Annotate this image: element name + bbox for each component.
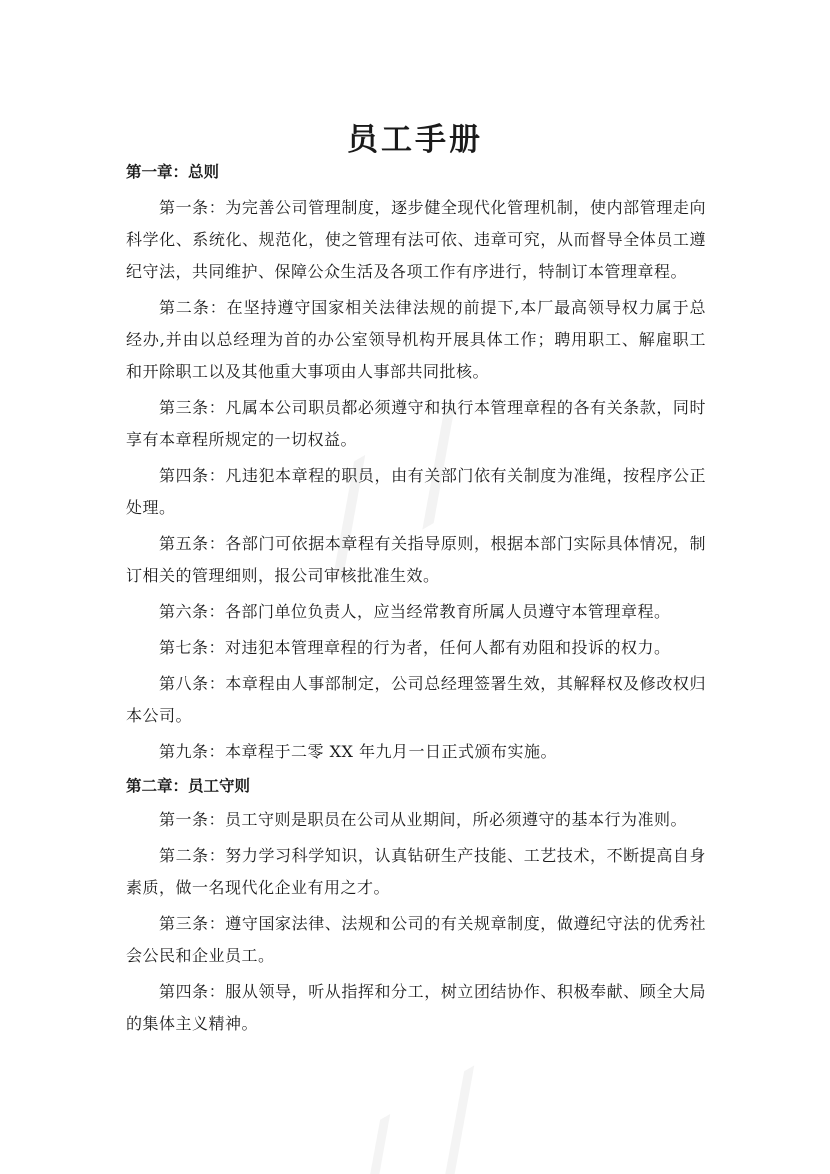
article: 第五条：各部门可依据本章程有关指导原则，根据本部门实际具体情况，制订相关的管理细则，报公司审核批准生效。 [126,534,706,585]
article: 第四条：凡违犯本章程的职员，由有关部门依有关制度为准绳，按程序公正处理。 [126,466,706,517]
chapter-1 [126,158,706,768]
article: 第四条：服从领导，听从指挥和分工，树立团结协作、积极奉献、顾全大局的集体主义精神。 [126,982,706,1033]
chapter-2 [126,772,706,1040]
document-body [126,158,706,1044]
chapter-heading: 第一章：总则 [126,163,220,181]
article: 第二条：努力学习科学知识，认真钻研生产技能、工艺技术，不断提高自身素质，做一名现代化企业有用之才。 [126,846,706,897]
chapter-heading: 第二章：员工守则 [126,777,251,795]
article: 第一条：为完善公司管理制度，逐步健全现代化管理机制，使内部管理走向科学化、系统化、规范化，使之管理有法可依、违章可究，从而督导全体员工遵纪守法，共同维护、保障公众生活及各项工作有序进行，特制订本管理章程。 [126,198,706,281]
article: 第三条：凡属本公司职员都必须遵守和执行本管理章程的各有关条款，同时享有本章程所规定的一切权益。 [126,398,706,449]
article: 第三条：遵守国家法律、法规和公司的有关规章制度，做遵纪守法的优秀社会公民和企业员工。 [126,914,706,965]
article: 第一条：员工守则是职员在公司从业期间，所必须遵守的基本行为准则。 [159,810,688,829]
watermark-bottom [310,1040,543,1174]
article: 第二条：在坚持遵守国家相关法律法规的前提下,本厂最高领导权力属于总经办,并由以总经理为首的办公室领导机构开展具体工作；聘用职工、解雇职工和开除职工以及其他重大事项由人事部共同批核。 [126,298,706,381]
article: 第七条：对违犯本管理章程的行为者，任何人都有劝阻和投诉的权力。 [159,638,671,657]
article: 第九条：本章程于二零 XX 年九月一日正式颁布实施。 [159,742,557,761]
article: 第六条：各部门单位负责人，应当经常教育所属人员遵守本管理章程。 [159,602,671,621]
article: 第八条：本章程由人事部制定，公司总经理签署生效，其解释权及修改权归本公司。 [126,674,706,725]
document-title: 员工手册 [347,122,483,158]
